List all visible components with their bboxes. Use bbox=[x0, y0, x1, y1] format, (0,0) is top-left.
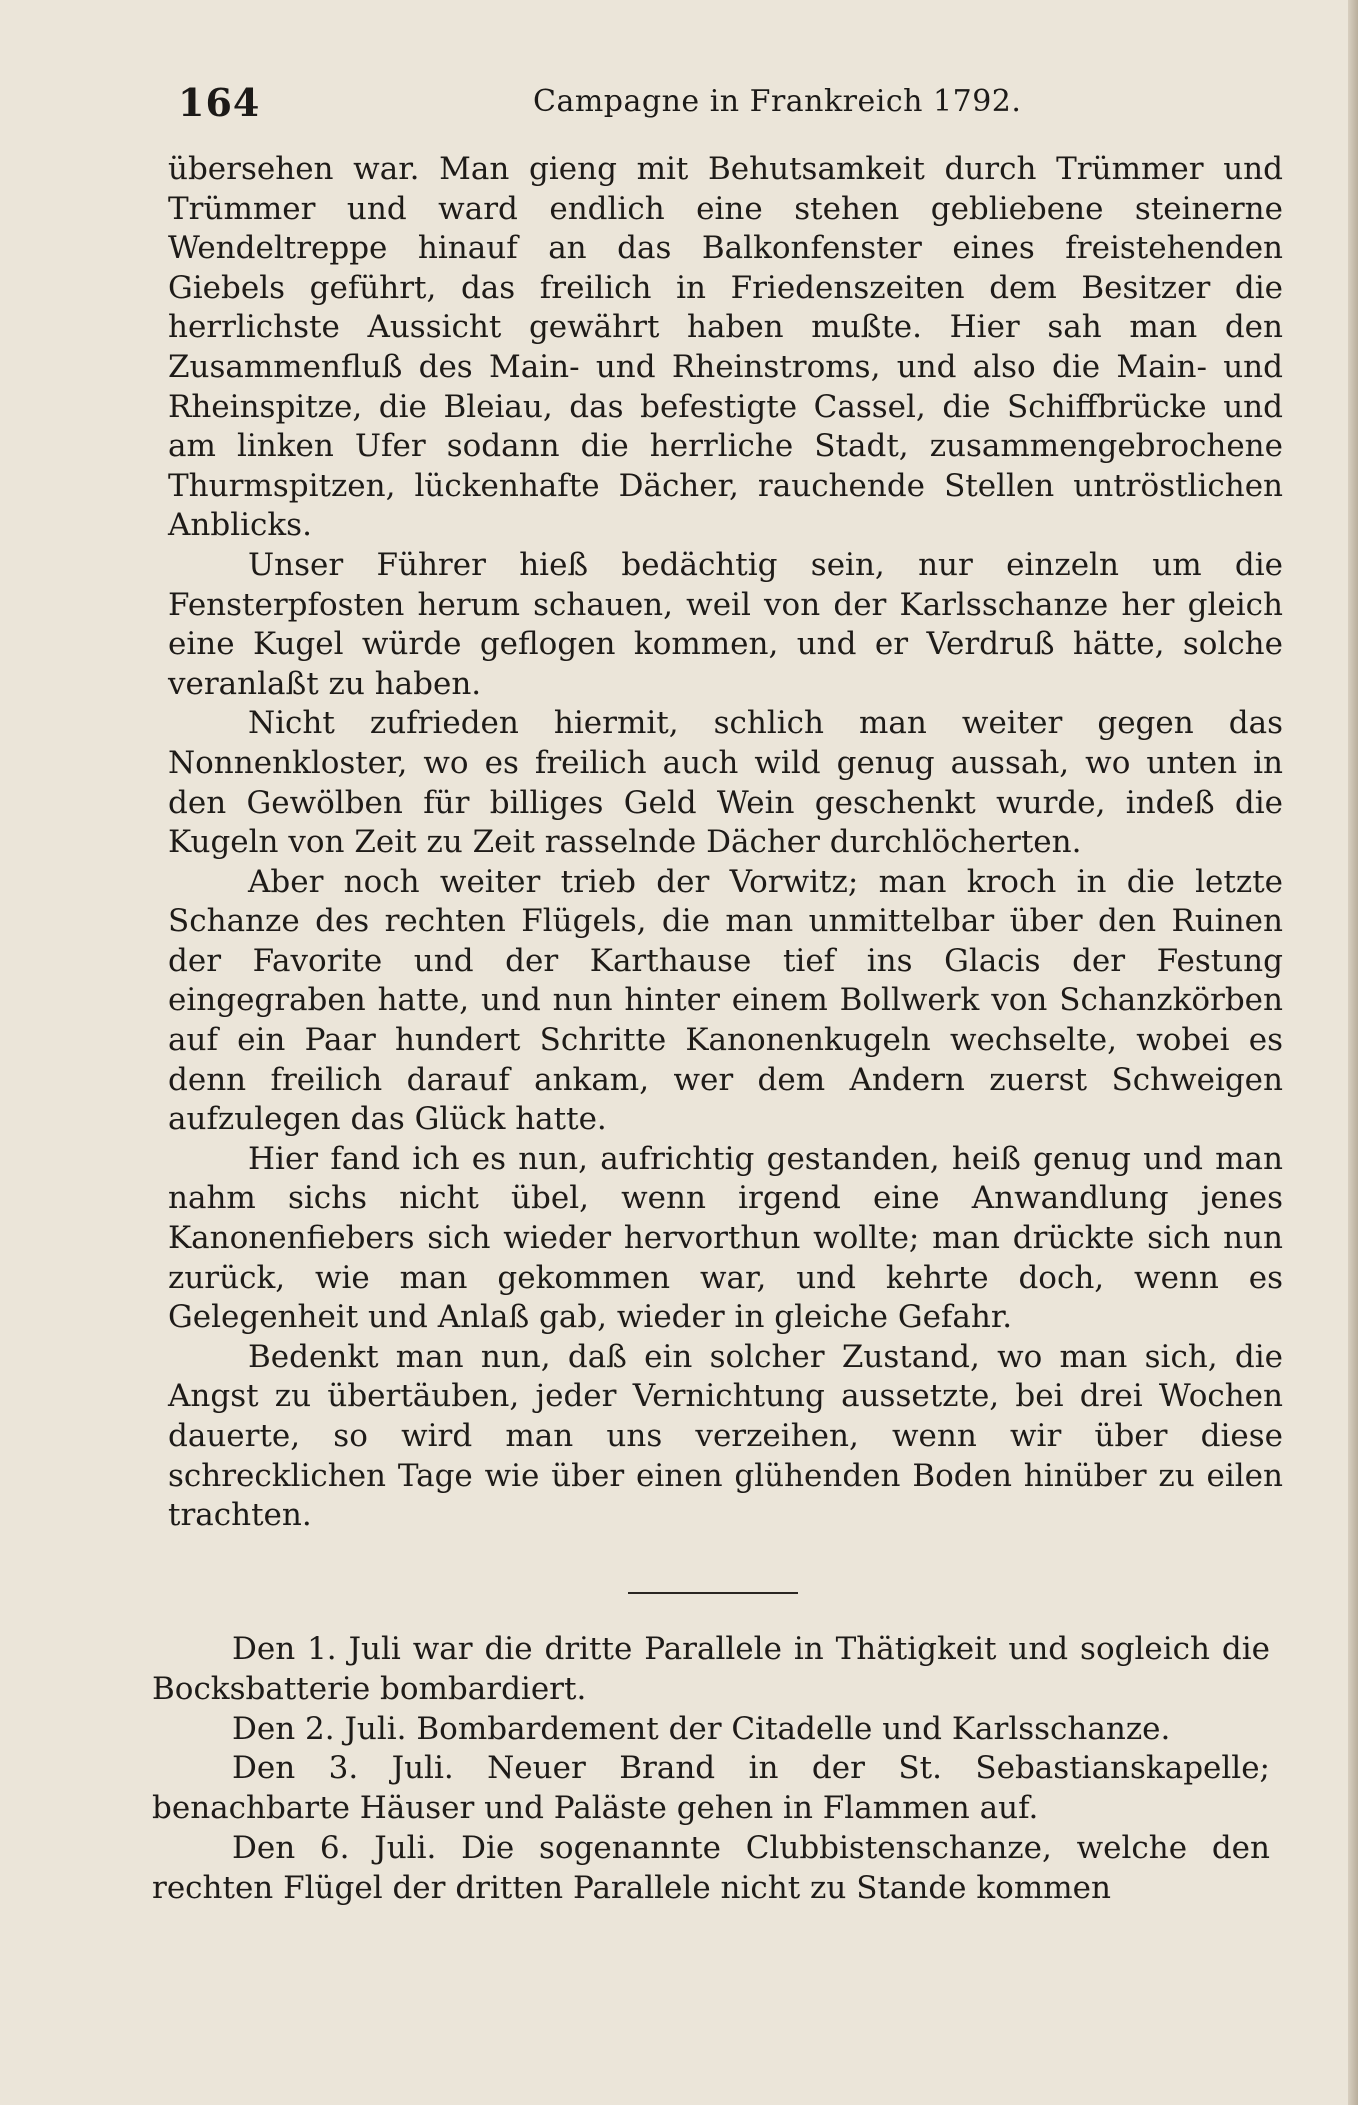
paragraph: Bedenkt man nun, daß ein solcher Zustand, wo man sich, die Angst zu übertäuben, jeder Vernichtung aussetzte, bei drei Wochen dauerte, so wird man uns verzeihen, wenn wir über diese schrecklichen Tage wie über einen glühenden Boden hinüber zu eilen trachten. bbox=[168, 1338, 1283, 1534]
chronology-entry: Den 6. Juli. Die sogenannte Clubbistenschanze, welche den rechten Flügel der dritten Parallele nicht zu Stande kommen bbox=[152, 1829, 1270, 1906]
paragraph-continued: übersehen war. Man gieng mit Behutsamkeit durch Trümmer und Trümmer und ward endlich eine stehen gebliebene steinerne Wendeltreppe hinauf an das Balkonfenster eines freistehenden Giebels geführt, das freilich in Friedenszeiten dem Besitzer die herrlichste Aussicht gewährt haben mußte. Hier sah man den Zusammenfluß des Main- und Rheinstroms, und also die Main- und Rheinspitze, die Bleiau, das befestigte Cassel, die Schiffbrücke und am linken Ufer sodann die herrliche Stadt, zusammengebrochene Thurmspitzen, lückenhafte Dächer, rauchende Stellen untröstlichen Anblicks. bbox=[168, 151, 1283, 544]
page-header bbox=[178, 80, 1278, 124]
chronology-entry: Den 1. Juli war die dritte Parallele in Thätigkeit und sogleich die Bocksbatterie bombardiert. bbox=[152, 1631, 1270, 1707]
paragraph: Hier fand ich es nun, aufrichtig gestanden, heiß genug und man nahm sichs nicht übel, wenn irgend eine Anwandlung jenes Kanonenfiebers sich wieder hervorthun wollte; man drückte sich nun zurück, wie man gekommen war, und kehrte doch, wenn es Gelegenheit und Anlaß gab, wieder in gleiche Gefahr. bbox=[168, 1140, 1283, 1336]
paragraph: Nicht zufrieden hiermit, schlich man weiter gegen das Nonnenkloster, wo es freilich auch wild genug aussah, wo unten in den Gewölben für billiges Geld Wein geschenkt wurde, indeß die Kugeln von Zeit zu Zeit rasselnde Dächer durchlöcherten. bbox=[168, 705, 1283, 861]
chronology-notes bbox=[152, 1630, 1270, 1909]
paragraph: Aber noch weiter trieb der Vorwitz; man kroch in die letzte Schanze des rechten Flügels, die man unmittelbar über den Ruinen der Favorite und der Karthause tief ins Glacis der Festung eingegraben hatte, und nun hinter einem Bollwerk von Schanzkörben auf ein Paar hundert Schritte Kanonenkugeln wechselte, wobei es denn freilich darauf ankam, wer dem Andern zuerst Schweigen aufzulegen das Glück hatte. bbox=[168, 863, 1283, 1138]
section-divider bbox=[628, 1592, 798, 1594]
page-number: 164 bbox=[178, 80, 261, 125]
paragraph: Unser Führer hieß bedächtig sein, nur einzeln um die Fensterpfosten herum schauen, weil von der Karlsschanze her gleich eine Kugel würde geflogen kommen, und er Verdruß hätte, solche veranlaßt zu haben. bbox=[168, 546, 1283, 702]
chronology-entry: Den 3. Juli. Neuer Brand in der St. Sebastianskapelle; benachbarte Häuser und Paläste gehen in Flammen auf. bbox=[152, 1750, 1270, 1827]
main-text bbox=[168, 150, 1283, 1536]
chronology-entry: Den 2. Juli. Bombardement der Citadelle und Karlsschanze. bbox=[232, 1710, 1171, 1747]
running-title: Campagne in Frankreich 1792. bbox=[533, 84, 1022, 119]
